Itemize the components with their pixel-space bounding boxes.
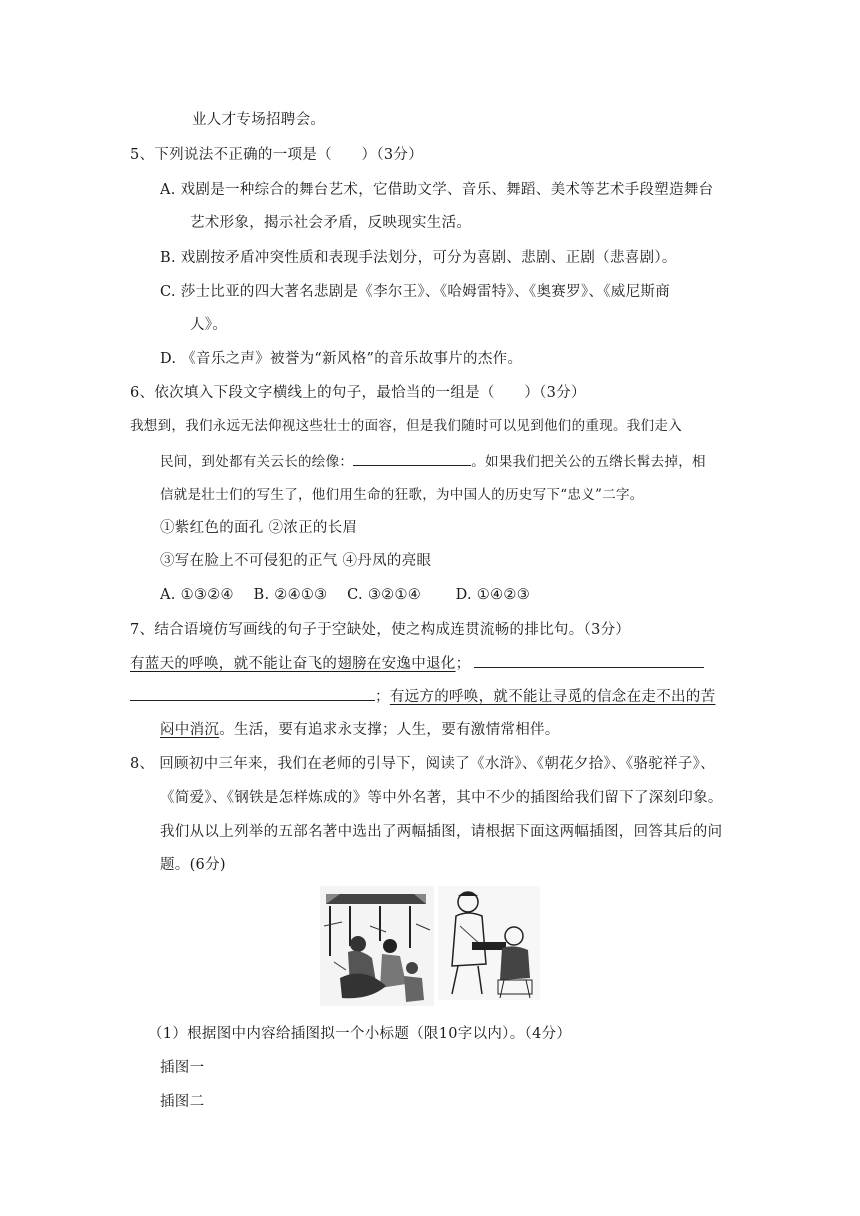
q7-semicolon-2: ；: [375, 689, 390, 705]
q7-line3-rest: 。生活，要有追求永支撑；人生，要有激情常相伴。: [219, 722, 560, 738]
q7-model-sentence: 有蓝天的呼唤，就不能让奋飞的翅膀在安逸中退化: [130, 656, 456, 672]
q6-passage-line2: [160, 451, 706, 472]
q7-underlined-sentence: 有远方的呼唤，就不能让寻觅的信念在走不出的苦: [389, 689, 716, 705]
question-6: 6、依次填入下段文字横线上的句子，最恰当的一组是（ ）（3分）: [130, 385, 586, 401]
q6-passage-line2-start: 民间，到处都有关云长的绘像：: [160, 454, 354, 470]
q6-options-2: ③写在脸上不可侵犯的正气 ④丹凤的亮眼: [160, 553, 432, 569]
question-8-line4: 题。(6分): [160, 857, 226, 873]
illustration-two: [438, 886, 540, 1000]
question-5: 5、下列说法不正确的一项是（ ）（3分）: [130, 147, 423, 163]
q7-semicolon: ；: [455, 656, 471, 672]
q7-blank-1[interactable]: [474, 653, 704, 668]
q6-answer-choices: A. ①③②④ B. ②④①③ C. ③②①④ D. ①④②③: [160, 587, 530, 603]
q8-subquestion-1: （1）根据图中内容给插图拟一个小标题（限10字以内）。（4分）: [148, 1026, 572, 1042]
question-8-line1: 8、 回顾初中三年来，我们在老师的引导下，阅读了《水浒》、《朝花夕拾》、《骆驼祥子》、: [130, 756, 715, 772]
illustration-one-label: 插图一: [160, 1060, 205, 1076]
q5-option-b: B. 戏剧按矛盾冲突性质和表现手法划分，可分为喜剧、悲剧、正剧（悲喜剧）。: [160, 250, 677, 266]
q6-passage-line1: 我想到，我们永远无法仰视这些壮士的面容，但是我们随时可以见到他们的重现。我们走入: [130, 418, 682, 434]
q6-options-1: ①紫红色的面孔 ②浓正的长眉: [160, 520, 358, 536]
q7-line1: [130, 653, 704, 674]
question-8-line2: 《简爱》、《钢铁是怎样炼成的》等中外名著，其中不少的插图给我们留下了深刻印象。: [160, 790, 723, 806]
q5-option-c-line1: C. 莎士比亚的四大著名悲剧是《李尔王》、《哈姆雷特》、《奥赛罗》、《威尼斯商: [160, 284, 670, 300]
q5-option-c-line2: 人》。: [190, 317, 228, 333]
q6-passage-line3: 信就是壮士们的写生了，他们用生命的狂歌，为中国人的历史写下“忠义”二字。: [160, 487, 644, 503]
q7-line2: [130, 686, 715, 707]
illustration-two-label: 插图二: [160, 1094, 205, 1110]
q5-option-a-line2: 艺术形象，揭示社会矛盾，反映现实生活。: [190, 215, 472, 231]
q7-blank-2[interactable]: [130, 686, 375, 701]
q7-underlined-end: 闷中消沉: [160, 722, 220, 738]
q5-option-d: D. 《音乐之声》被誉为“新风格”的音乐故事片的杰作。: [160, 351, 523, 367]
q6-passage-line2-end: 。如果我们把关公的五绺长髯去掉，相: [471, 454, 706, 470]
continued-line: 业人才专场招聘会。: [192, 112, 326, 128]
question-7: 7、结合语境仿写画线的句子于空缺处，使之构成连贯流畅的排比句。（3分）: [130, 622, 631, 638]
q7-line3: [160, 720, 560, 740]
q6-fill-blank[interactable]: [353, 451, 471, 466]
q5-option-a-line1: A. 戏剧是一种综合的舞台艺术，它借助文学、音乐、舞蹈、美术等艺术手段塑造舞台: [160, 182, 714, 198]
illustration-one: [320, 886, 434, 1006]
question-8-line3: 我们从以上列举的五部名著中选出了两幅插图，请根据下面这两幅插图，回答其后的问: [160, 824, 723, 840]
